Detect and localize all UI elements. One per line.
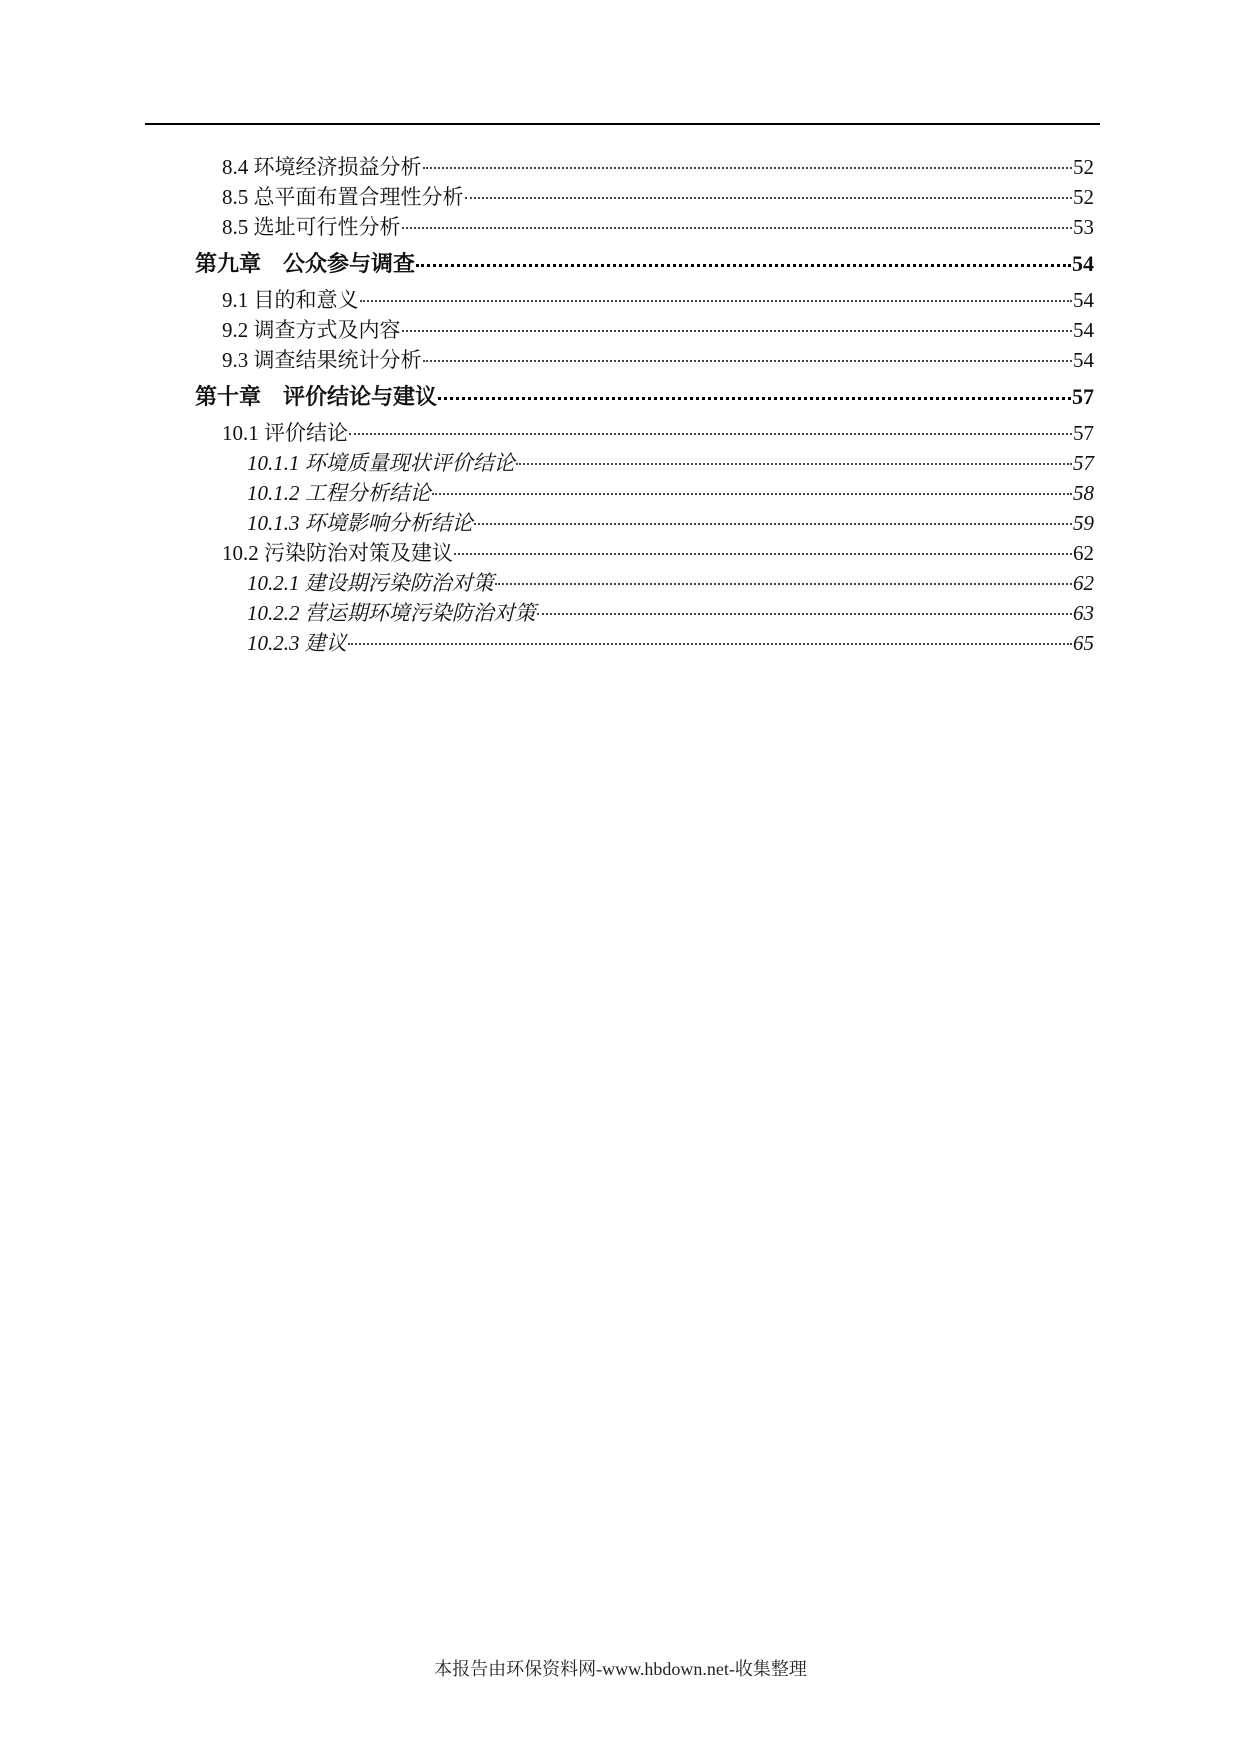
toc-entry-section[interactable] [197, 345, 1094, 375]
toc-entry-subsection[interactable] [197, 628, 1094, 658]
dot-leader [465, 197, 1073, 199]
toc-entry-label: 10.1.2 工程分析结论 [247, 481, 431, 505]
dot-leader [432, 493, 1072, 495]
toc-entry-subsection[interactable] [197, 598, 1094, 628]
toc-entry-page-number: 62 [1073, 541, 1094, 565]
page-footer: 本报告由环保资料网-www.hbdown.net-收集整理 [434, 1659, 807, 1679]
toc-entry-label: 10.2.2 营运期环境污染防治对策 [247, 601, 536, 625]
dot-leader [438, 397, 1071, 400]
toc-entry-label: 第九章 公众参与调查 [195, 251, 416, 276]
dot-leader [495, 583, 1072, 585]
toc-entry-label: 10.1.3 环境影响分析结论 [247, 511, 473, 535]
toc-entry-subsection[interactable] [197, 478, 1094, 508]
dot-leader [423, 167, 1073, 169]
toc-entry-chapter[interactable] [195, 375, 1094, 418]
dot-leader [402, 330, 1073, 332]
toc-entry-label: 8.5 选址可行性分析 [222, 215, 401, 239]
dot-leader [360, 300, 1073, 302]
toc-entry-label: 9.3 调查结果统计分析 [222, 348, 422, 372]
toc-entry-page-number: 54 [1073, 348, 1094, 372]
dot-leader [402, 227, 1073, 229]
toc-entry-label: 9.2 调查方式及内容 [222, 318, 401, 342]
toc-entry-page-number: 52 [1073, 185, 1094, 209]
toc-entry-page-number: 59 [1073, 511, 1094, 535]
toc-entry-page-number: 58 [1073, 481, 1094, 505]
toc-entry-page-number: 57 [1073, 451, 1094, 475]
toc-entry-section[interactable] [197, 418, 1094, 448]
toc-entry-page-number: 57 [1073, 421, 1094, 445]
dot-leader [516, 463, 1072, 465]
toc-entry-page-number: 57 [1072, 384, 1094, 409]
toc-entry-section[interactable] [197, 538, 1094, 568]
toc-entry-section[interactable] [197, 152, 1094, 182]
dot-leader [474, 523, 1072, 525]
toc-entry-label: 10.2.1 建设期污染防治对策 [247, 571, 494, 595]
dot-leader [416, 264, 1071, 267]
toc-entry-page-number: 62 [1073, 571, 1094, 595]
toc-entry-section[interactable] [197, 285, 1094, 315]
toc-entry-page-number: 65 [1073, 631, 1094, 655]
toc-entry-label: 10.2.3 建议 [247, 631, 347, 655]
toc-entry-chapter[interactable] [195, 242, 1094, 285]
toc-entry-page-number: 63 [1073, 601, 1094, 625]
toc-entry-page-number: 52 [1073, 155, 1094, 179]
header-rule [145, 123, 1100, 125]
toc-entry-label: 8.4 环境经济损益分析 [222, 155, 422, 179]
toc-entry-page-number: 53 [1073, 215, 1094, 239]
toc-entry-label: 9.1 目的和意义 [222, 288, 359, 312]
toc-entry-section[interactable] [197, 315, 1094, 345]
dot-leader [423, 360, 1073, 362]
dot-leader [349, 433, 1072, 435]
toc-entry-page-number: 54 [1073, 288, 1094, 312]
toc-entry-page-number: 54 [1073, 318, 1094, 342]
toc-entry-subsection[interactable] [197, 568, 1094, 598]
toc-entry-subsection[interactable] [197, 508, 1094, 538]
toc-entry-section[interactable] [197, 182, 1094, 212]
toc-entry-label: 10.1.1 环境质量现状评价结论 [247, 451, 515, 475]
dot-leader [454, 553, 1072, 555]
table-of-contents [197, 152, 1094, 658]
dot-leader [348, 643, 1072, 645]
toc-entry-label: 8.5 总平面布置合理性分析 [222, 185, 464, 209]
toc-entry-section[interactable] [197, 212, 1094, 242]
toc-entry-label: 10.2 污染防治对策及建议 [222, 541, 453, 565]
toc-entry-subsection[interactable] [197, 448, 1094, 478]
toc-entry-label: 第十章 评价结论与建议 [195, 384, 438, 409]
toc-entry-label: 10.1 评价结论 [222, 421, 348, 445]
dot-leader [537, 613, 1072, 615]
toc-entry-page-number: 54 [1072, 251, 1094, 276]
